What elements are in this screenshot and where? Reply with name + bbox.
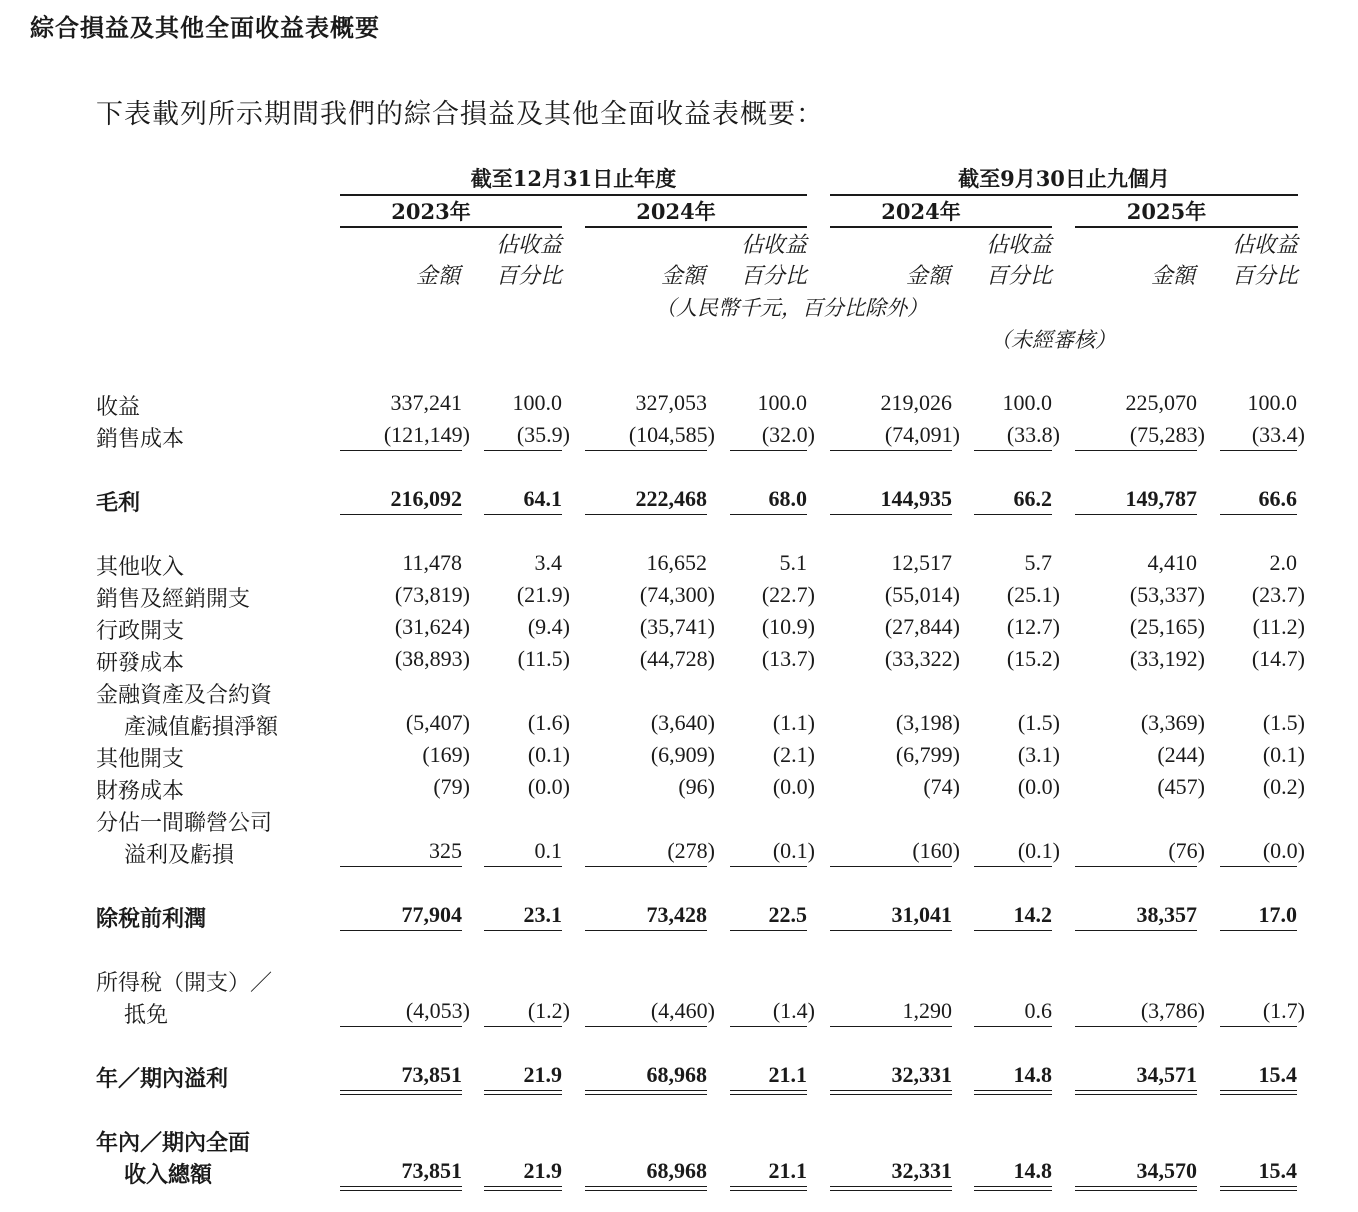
row-label: 行政開支 [96,619,185,644]
amount-cell: 337,241 [390,390,462,415]
unaudited-note: （未經審核） [990,328,1116,352]
amount-cell: (74,091) [884,422,960,447]
percent-cell: (25.1) [1006,582,1060,607]
percent-cell: (0.1) [527,742,570,767]
total-rule [585,450,707,451]
amount-cell: (3,786) [1140,998,1205,1023]
percent-cell: 0.6 [1024,998,1052,1023]
percent-cell: (1.7) [1262,998,1305,1023]
row-label: 其他開支 [96,747,185,772]
total-rule [585,1186,707,1191]
total-rule [974,1026,1052,1027]
intro-text: 下表載列所示期間我們的綜合損益及其他全面收益表概要： [96,99,824,130]
amount-cell: (79) [433,774,470,799]
amount-cell: (3,640) [650,710,715,735]
pct-header-line1: 佔收益 [1231,233,1298,258]
total-rule [830,866,952,867]
total-rule [974,450,1052,451]
total-rule [585,1026,707,1027]
total-rule [340,1186,462,1191]
total-rule [974,866,1052,867]
percent-cell: (35.9) [516,422,570,447]
amount-cell: 11,478 [402,550,462,575]
percent-cell: (22.7) [761,582,815,607]
amount-cell: 31,041 [891,902,952,927]
amount-cell: (5,407) [405,710,470,735]
amount-cell: (4,053) [405,998,470,1023]
percent-cell: (13.7) [761,646,815,671]
amount-cell: (4,460) [650,998,715,1023]
total-rule [1075,514,1197,515]
total-rule [340,866,462,867]
total-rule [830,1026,952,1027]
amount-cell: 73,428 [646,902,707,927]
row-label: 溢利及虧損 [124,843,235,868]
percent-cell: (0.0) [772,774,815,799]
percent-cell: (0.0) [1017,774,1060,799]
total-rule [730,514,807,515]
percent-cell: (3.1) [1017,742,1060,767]
total-rule [974,930,1052,931]
total-rule [974,1090,1052,1095]
amount-cell: 34,571 [1136,1062,1197,1087]
amount-cell: 219,026 [880,390,952,415]
percent-cell: (14.7) [1251,646,1305,671]
row-label: 研發成本 [96,651,185,676]
percent-cell: (1.5) [1017,710,1060,735]
percent-cell: 2.0 [1269,550,1297,575]
total-rule [340,930,462,931]
total-rule [484,1186,562,1191]
percent-cell: 22.5 [768,902,807,927]
total-rule [1220,1186,1297,1191]
row-label: 銷售成本 [96,427,185,452]
total-rule [585,514,707,515]
amount-cell: 73,851 [401,1062,462,1087]
amount-cell: (96) [678,774,715,799]
amount-cell: (104,585) [628,422,715,447]
percent-cell: (32.0) [761,422,815,447]
amount-cell: (3,198) [895,710,960,735]
amount-cell: 225,070 [1125,390,1197,415]
percent-cell: 5.1 [779,550,807,575]
total-rule [730,1090,807,1095]
amount-cell: (73,819) [394,582,470,607]
percent-cell: (0.0) [1262,838,1305,863]
total-rule [1220,514,1297,515]
row-label: 收入總額 [124,1162,213,1188]
percent-cell: 21.1 [768,1062,807,1087]
amount-cell: (33,322) [884,646,960,671]
amount-cell: 73,851 [401,1158,462,1183]
row-label: 毛利 [96,490,141,516]
percent-cell: (12.7) [1006,614,1060,639]
percent-cell: (0.1) [1017,838,1060,863]
amount-cell: 144,935 [880,486,952,511]
percent-cell: 64.1 [523,486,562,511]
row-label: 收益 [96,395,141,420]
total-rule [730,866,807,867]
total-rule [1075,1090,1197,1095]
total-rule [1075,866,1197,867]
amount-cell: (3,369) [1140,710,1205,735]
percent-cell: 5.7 [1024,550,1052,575]
amount-cell: (44,728) [639,646,715,671]
amount-cell: 216,092 [390,486,462,511]
total-rule [484,930,562,931]
row-label: 金融資產及合約資 [96,683,273,708]
row-label: 年內／期內全面 [96,1130,251,1156]
total-rule [730,930,807,931]
pct-header-line2: 百分比 [495,264,562,289]
percent-cell: (2.1) [772,742,815,767]
section-title: 綜合損益及其他全面收益表概要 [30,13,380,42]
total-rule [484,514,562,515]
total-rule [340,1090,462,1095]
total-rule [830,1090,952,1095]
total-rule [830,930,952,931]
amount-cell: 12,517 [891,550,952,575]
percent-cell: 21.1 [768,1158,807,1183]
amount-cell: (55,014) [884,582,960,607]
total-rule [1075,1026,1197,1027]
total-rule [484,450,562,451]
total-rule [1075,1186,1197,1191]
percent-cell: (1.6) [527,710,570,735]
total-rule [1220,930,1297,931]
percent-cell: 100.0 [1002,390,1052,415]
amount-cell: (74) [923,774,960,799]
year-header: 2025年 [1126,199,1207,224]
percent-cell: 15.4 [1258,1158,1297,1183]
amount-cell: (74,300) [639,582,715,607]
amount-cell: 325 [429,838,462,863]
total-rule [484,1090,562,1095]
percent-cell: 3.4 [534,550,562,575]
percent-cell: 0.1 [534,838,562,863]
amount-cell: (76) [1168,838,1205,863]
percent-cell: (1.4) [772,998,815,1023]
percent-cell: 21.9 [523,1062,562,1087]
total-rule [585,866,707,867]
amount-cell: 4,410 [1147,550,1197,575]
percent-cell: 21.9 [523,1158,562,1183]
amount-header: 金額 [905,264,950,289]
percent-cell: (15.2) [1006,646,1060,671]
amount-cell: (6,799) [895,742,960,767]
row-label: 年／期內溢利 [96,1066,229,1092]
amount-cell: (27,844) [884,614,960,639]
total-rule [585,930,707,931]
unit-note: （人民幣千元，百分比除外） [655,296,928,320]
percent-cell: (10.9) [761,614,815,639]
total-rule [830,450,952,451]
row-label: 銷售及經銷開支 [96,587,251,612]
percent-cell: (0.1) [1262,742,1305,767]
percent-cell: 100.0 [1247,390,1297,415]
pct-header-line1: 佔收益 [495,233,562,258]
amount-header: 金額 [1150,264,1195,289]
total-rule [340,514,462,515]
amount-cell: 68,968 [646,1158,707,1183]
amount-cell: (121,149) [383,422,470,447]
percent-cell: (21.9) [516,582,570,607]
percent-cell: (0.2) [1262,774,1305,799]
year-header: 2024年 [636,199,716,224]
percent-cell: (33.8) [1006,422,1060,447]
total-rule [1220,866,1297,867]
total-rule [1075,450,1197,451]
total-rule [1075,930,1197,931]
total-rule [830,1186,952,1191]
percent-cell: (33.4) [1251,422,1305,447]
total-rule [340,450,462,451]
percent-cell: 14.2 [1013,902,1052,927]
percent-cell: 66.2 [1013,486,1052,511]
percent-cell: 66.6 [1258,486,1297,511]
amount-cell: 34,570 [1136,1158,1197,1183]
amount-cell: (244) [1157,742,1205,767]
amount-cell: 149,787 [1125,486,1197,511]
total-rule [730,450,807,451]
amount-cell: (38,893) [394,646,470,671]
pct-header-line2: 百分比 [740,264,807,289]
total-rule [1220,1026,1297,1027]
period-group-header: 截至9月30日止九個月 [958,166,1170,191]
amount-cell: 1,290 [902,998,952,1023]
amount-cell: (160) [912,838,960,863]
year-header: 2024年 [881,199,961,224]
year-header: 2023年 [391,199,471,224]
amount-cell: (75,283) [1129,422,1205,447]
total-rule [830,514,952,515]
total-rule [484,866,562,867]
amount-cell: (278) [667,838,715,863]
amount-cell: 68,968 [646,1062,707,1087]
amount-cell: 222,468 [635,486,707,511]
pct-header-line1: 佔收益 [985,233,1052,258]
amount-cell: (33,192) [1129,646,1205,671]
pct-header-line2: 百分比 [985,264,1052,289]
amount-cell: (31,624) [394,614,470,639]
amount-cell: 16,652 [646,550,707,575]
total-rule [585,1090,707,1095]
percent-cell: (0.1) [772,838,815,863]
percent-cell: (11.2) [1252,614,1305,639]
percent-cell: (23.7) [1251,582,1305,607]
percent-cell: (1.2) [527,998,570,1023]
percent-cell: 17.0 [1258,902,1297,927]
amount-cell: (457) [1157,774,1205,799]
amount-cell: (35,741) [639,614,715,639]
amount-cell: (25,165) [1129,614,1205,639]
amount-header: 金額 [660,264,705,289]
amount-cell: 77,904 [401,902,462,927]
amount-cell: (6,909) [650,742,715,767]
amount-cell: 32,331 [891,1062,952,1087]
percent-cell: 68.0 [768,486,807,511]
row-label: 財務成本 [96,779,185,804]
percent-cell: (11.5) [517,646,570,671]
percent-cell: 14.8 [1013,1062,1052,1087]
total-rule [1220,450,1297,451]
total-rule [974,514,1052,515]
percent-cell: 15.4 [1258,1062,1297,1087]
percent-cell: (9.4) [527,614,570,639]
percent-cell: (1.5) [1262,710,1305,735]
amount-header: 金額 [415,264,460,289]
row-label: 除稅前利潤 [96,906,207,932]
percent-cell: 14.8 [1013,1158,1052,1183]
total-rule [730,1186,807,1191]
row-label: 分佔一間聯營公司 [96,811,273,836]
pct-header-line2: 百分比 [1231,264,1298,289]
percent-cell: 100.0 [757,390,807,415]
amount-cell: 327,053 [635,390,707,415]
pct-header-line1: 佔收益 [740,233,807,258]
total-rule [730,1026,807,1027]
percent-cell: (0.0) [527,774,570,799]
percent-cell: 23.1 [523,902,562,927]
total-rule [974,1186,1052,1191]
row-label: 產減值虧損淨額 [124,715,279,740]
total-rule [1220,1090,1297,1095]
amount-cell: (169) [422,742,470,767]
amount-cell: (53,337) [1129,582,1205,607]
period-group-header: 截至12月31日止年度 [470,166,677,191]
row-label: 其他收入 [96,555,185,580]
percent-cell: (1.1) [772,710,815,735]
amount-cell: 38,357 [1136,902,1197,927]
total-rule [340,1026,462,1027]
amount-cell: 32,331 [891,1158,952,1183]
row-label: 所得稅（開支）／ [96,971,273,996]
total-rule [484,1026,562,1027]
row-label: 抵免 [124,1003,169,1028]
percent-cell: 100.0 [512,390,562,415]
